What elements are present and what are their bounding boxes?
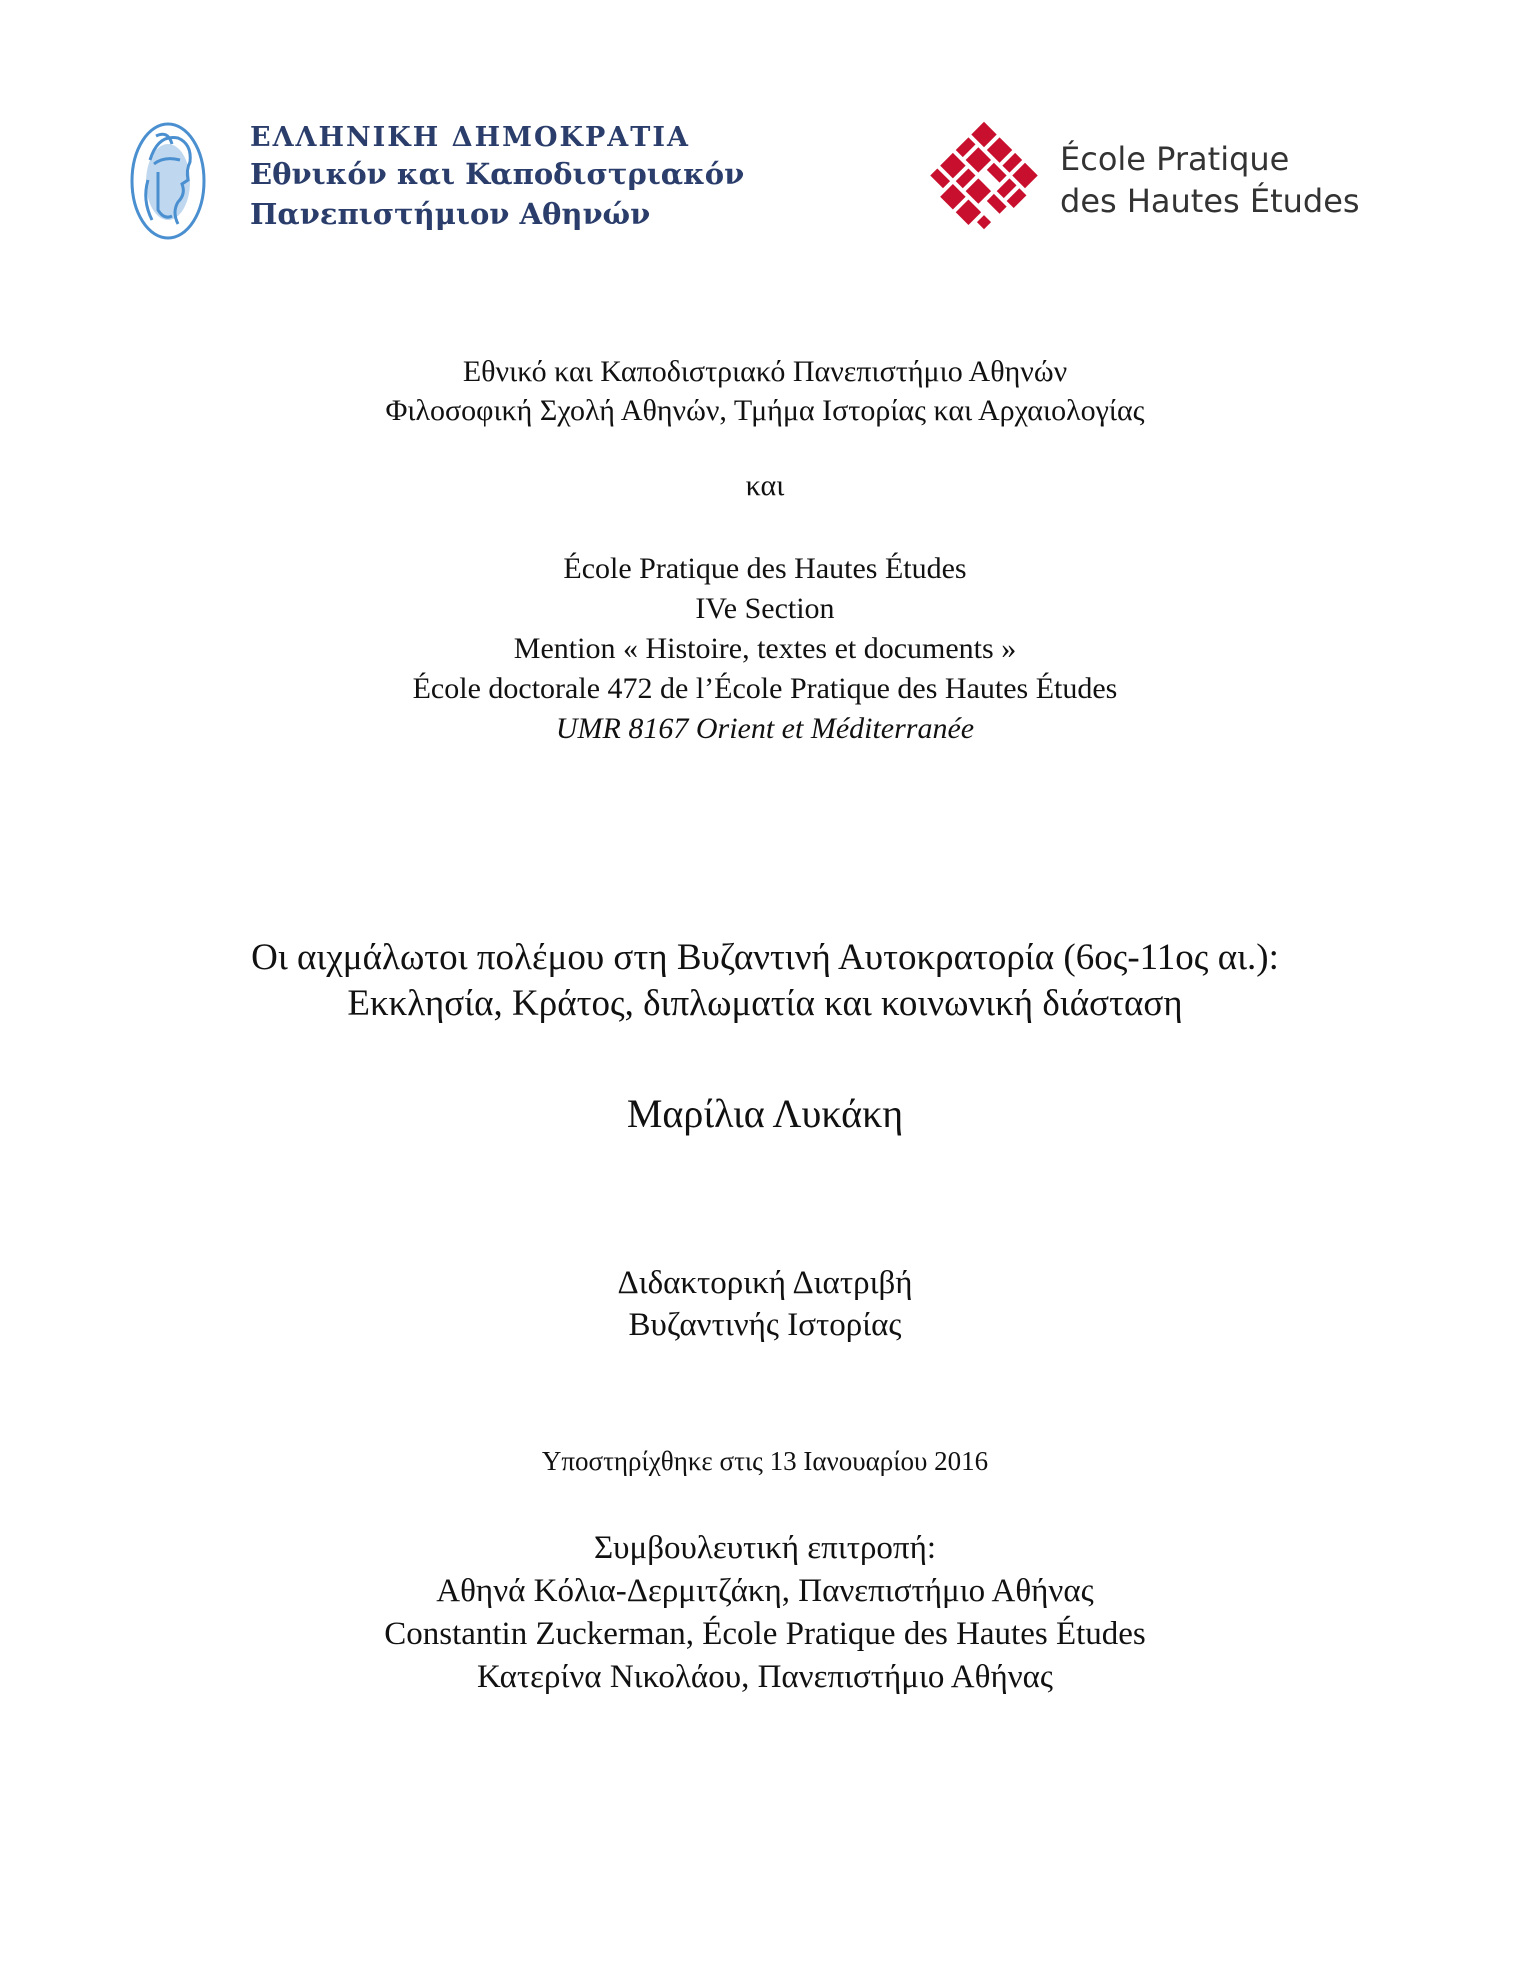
committee-block <box>0 1527 1530 1699</box>
institution-line2: Φιλοσοφική Σχολή Αθηνών, Τμήμα Ιστορίας και Αρχαιολογίας <box>385 394 1145 427</box>
ephe-diamond-icon <box>918 118 1050 250</box>
thesis-type <box>0 1262 1530 1346</box>
thesis-line2: Βυζαντινής Ιστορίας <box>628 1307 902 1343</box>
thesis-title <box>0 935 1530 1027</box>
ephe-line4: École doctorale 472 de l’École Pratique des Hautes Études <box>412 672 1118 705</box>
title-line1: Οι αιχμάλωτοι πολέμου στη Βυζαντινή Αυτοκρατορία (6ος-11ος αι.): <box>251 937 1279 978</box>
uoa-logo-text <box>250 122 744 234</box>
thesis-line1: Διδακτορική Διατριβή <box>617 1265 913 1301</box>
title-line2: Εκκλησία, Κράτος, διπλωματία και κοινωνική διάσταση <box>347 983 1183 1024</box>
uoa-logo <box>128 118 768 248</box>
ephe-logo-line2: des Hautes Études <box>1060 182 1360 220</box>
committee-member: Αθηνά Κόλια-Δερμιτζάκη, Πανεπιστήμιο Αθήνας <box>436 1573 1094 1609</box>
ephe-block <box>0 549 1530 749</box>
conjunction-text: και <box>745 469 785 502</box>
institution-block <box>0 352 1530 430</box>
athena-seal-icon <box>128 120 208 242</box>
author-text: Μαρίλια Λυκάκη <box>626 1091 904 1136</box>
committee-heading: Συμβουλευτική επιτροπή: <box>593 1530 937 1566</box>
committee-member: Κατερίνα Νικολάου, Πανεπιστήμιο Αθήνας <box>477 1659 1053 1695</box>
uoa-logo-line1: ΕΛΛΗΝΙΚΗ ΔΗΜΟΚΡΑΤΙΑ <box>250 122 690 153</box>
defense-date <box>0 1444 1530 1478</box>
ephe-line1: École Pratique des Hautes Études <box>563 552 967 585</box>
ephe-logo <box>918 118 1358 258</box>
conjunction <box>0 466 1530 505</box>
ephe-line5: UMR 8167 Orient et Méditerranée <box>555 712 975 745</box>
committee-member: Constantin Zuckerman, École Pratique des Hautes Études <box>384 1616 1146 1652</box>
author-name <box>0 1090 1530 1138</box>
uoa-logo-line3: Πανεπιστήμιον Αθηνών <box>250 197 651 231</box>
ephe-logo-text <box>1060 138 1360 222</box>
ephe-line2: IVe Section <box>695 592 835 625</box>
ephe-logo-line1: École Pratique <box>1060 140 1290 178</box>
institution-line1: Εθνικό και Καποδιστριακό Πανεπιστήμιο Αθηνών <box>462 355 1068 388</box>
ephe-line3: Mention « Histoire, textes et documents » <box>513 632 1017 665</box>
defense-date-text: Υποστηρίχθηκε στις 13 Ιανουαρίου 2016 <box>541 1446 989 1476</box>
uoa-logo-line2: Εθνικόν και Καποδιστριακόν <box>250 157 745 191</box>
